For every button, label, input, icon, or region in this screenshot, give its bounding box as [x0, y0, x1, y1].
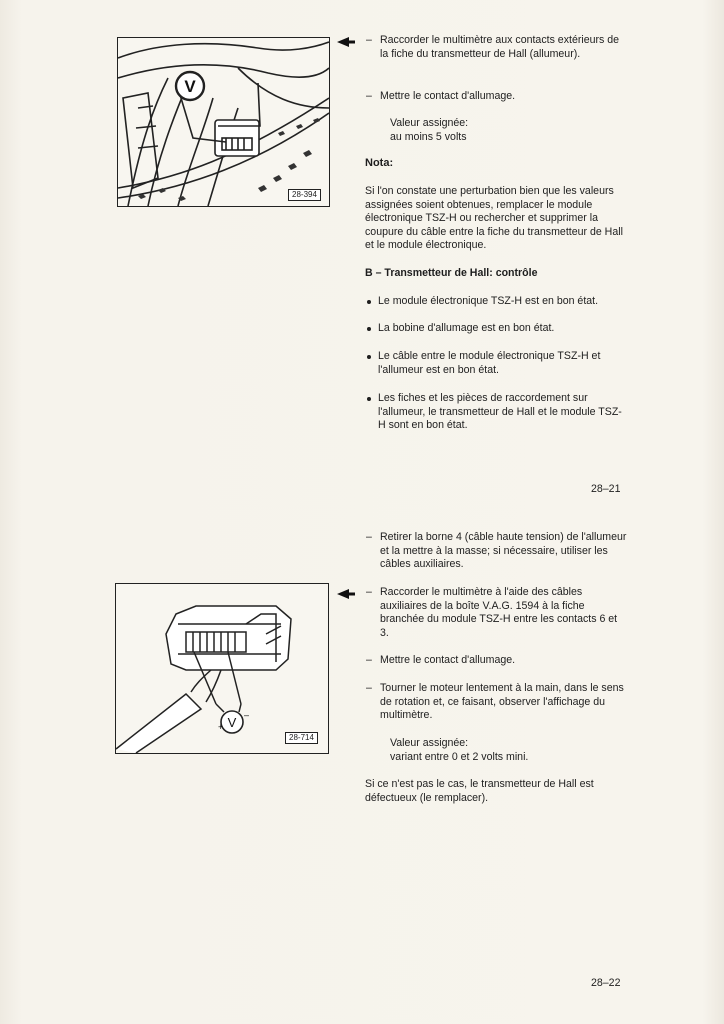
voltmeter-icon: [176, 72, 204, 100]
assigned-value: au moins 5 volts: [390, 131, 467, 143]
figure-label: 28-394: [288, 189, 321, 201]
bullet-item: Le module électronique TSZ-H est en bon état.: [366, 295, 628, 309]
page-number-top: 28–21: [591, 483, 621, 495]
page-number-bottom: 28–22: [591, 977, 621, 989]
conclusion-text: Si ce n'est pas le cas, le transmetteur de Hall est défectueux (le remplacer).: [365, 778, 594, 804]
tszh-plug-illustration: [116, 584, 328, 753]
step-turn-engine: – Tourner le moteur lentement à la main, dans le sens de rotation et, ce faisant, observer l'affichage du multimètre.: [366, 682, 624, 722]
nota-text: Si l'on constate une perturbation bien que les valeurs assignées soient obtenues, remplacer le module électronique TSZ-H ou rechercher et supprimer la coupure du câble entre la fiche du transmetteur de Hall et le module électronique.: [365, 185, 623, 252]
figure-label: 28-714: [285, 732, 318, 744]
assigned-value-label: Valeur assignée:: [390, 117, 469, 129]
figure-tszh-module-plug: [115, 583, 329, 754]
hall-plug-illustration: [118, 38, 329, 206]
assigned-value: variant entre 0 et 2 volts mini.: [390, 751, 529, 763]
step-remove-terminal: – Retirer la borne 4 (câble haute tension) de l'allumeur et la mettre à la masse; si nécessaire, utiliser les câbles auxiliaires.: [366, 531, 627, 571]
bullet-item: Le câble entre le module électronique TSZ-H et l'allumeur est en bon état.: [366, 350, 628, 377]
voltmeter-icon: [218, 710, 249, 733]
bullet-item: Les fiches et les pièces de raccordement sur l'allumeur, le transmetteur de Hall et le module TSZ-H sont en bon état.: [366, 392, 628, 433]
svg-text:+: +: [218, 722, 224, 732]
svg-text:V: V: [184, 77, 196, 96]
section-title: B – Transmetteur de Hall: contrôle: [365, 267, 538, 279]
svg-text:V: V: [227, 715, 237, 730]
svg-text:–: –: [244, 710, 250, 720]
step-ignition-on: – Mettre le contact d'allumage.: [366, 90, 516, 102]
nota-title: Nota:: [365, 157, 394, 169]
step-connect-aux-cables: – Raccorder le multimètre à l'aide des câbles auxiliaires de la boîte V.A.G. 1594 à la fiche branchée du module TSZ-H entre les contacts 6 et 3.: [366, 586, 618, 639]
step-ignition-on: – Mettre le contact d'allumage.: [366, 654, 516, 666]
figure-hall-transmitter-plug: [117, 37, 330, 207]
left-pointer-arrow-icon: [337, 589, 355, 599]
bullet-item: La bobine d'allumage est en bon état.: [366, 322, 628, 336]
left-pointer-arrow-icon: [337, 37, 355, 47]
assigned-value-label: Valeur assignée:: [390, 737, 469, 749]
step-connect-multimeter: – Raccorder le multimètre aux contacts extérieurs de la fiche du transmetteur de Hall (allumeur).: [366, 34, 620, 60]
